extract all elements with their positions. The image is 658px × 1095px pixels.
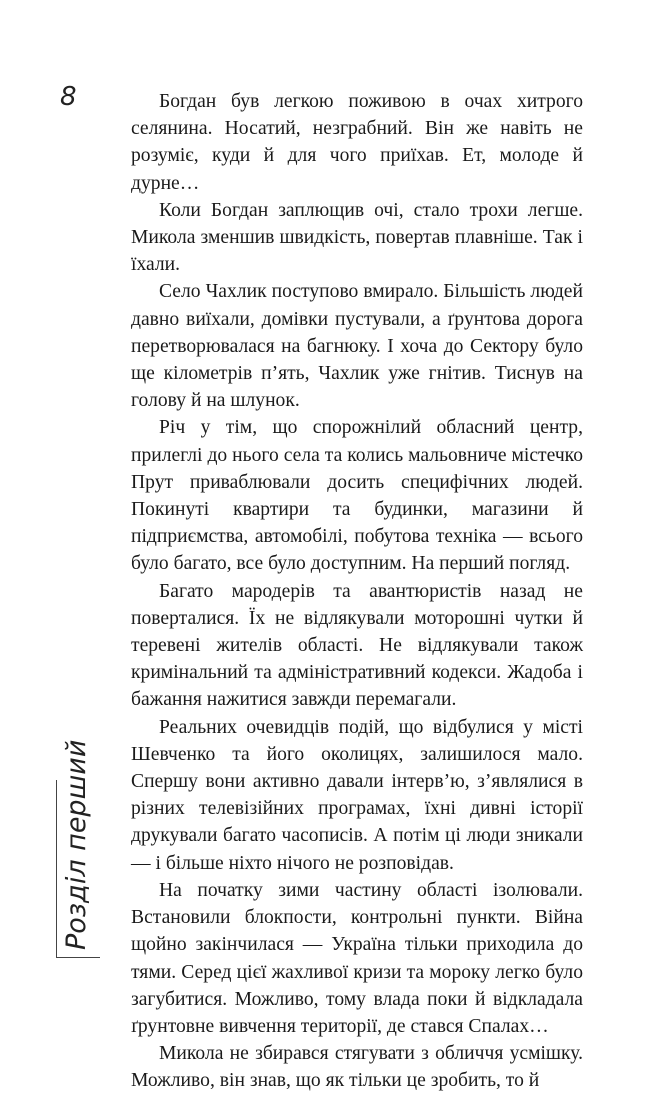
page-number: 8 [60, 82, 77, 112]
body-text [131, 88, 583, 1095]
paragraph: Коли Богдан заплющив очі, стало трохи легше. Микола зменшив швидкість, повертав плавніше. Так і їхали. [131, 199, 583, 276]
paragraph: Річ у тім, що спорожнілий обласний центр, прилеглі до нього села та колись мальовниче містечко Прут приваблювали досить специфічних людей. Покинуті квартири та будинки, магазини й підприємства, автомобілі, побутова техніка — всього було багато, все було доступним. На перший погляд. [131, 417, 583, 575]
chapter-marker-vertical-rule [56, 780, 57, 958]
chapter-marker [54, 739, 102, 960]
paragraph: Реальних очевидців подій, що відбулися у місті Шевченко та його околицях, залишилося мало. Спершу вони активно давали інтерв’ю, з’являлися в різних телевізійних програмах, їхні дивні історії друкували багато часописів. А потім ці люди зникали — і більше ніхто нічого не розповідав. [131, 716, 583, 874]
paragraph: Микола не збирався стягувати з обличчя усмішку. Можливо, він знав, що як тільки це зробить, то й [131, 1043, 583, 1092]
paragraph: Багато мародерів та авантюристів назад не поверталися. Їх не відлякували моторошні чутки й теревені жителів області. Не відлякували також кримінальний та адміністративний кодекси. Жадоба і бажання нажитися завжди перемагали. [131, 580, 583, 711]
paragraph: Богдан був легкою поживою в очах хитрого селянина. Носатий, незграбний. Він же навіть не розуміє, куди й для чого приїхав. Ет, молоде й дурне… [131, 91, 583, 194]
paragraph: Село Чахлик поступово вмирало. Більшість людей давно виїхали, домівки пустували, а ґрунтова дорога перетворювалася на багнюку. І хоча до Сектору було ще кілометрів п’ять, Чахлик уже гнітив. Тиснув на голову й на шлунок. [131, 281, 583, 412]
chapter-title: Розділ перший [61, 739, 92, 950]
paragraph: На початку зими частину області ізолювали. Встановили блокпости, контрольні пункти. Війна щойно закінчилася — Україна тільки приходила до тями. Серед цієї жахливої кризи та мороку легко було загубитися. Можливо, тому влада поки й відкладала ґрунтовне вивчення території, де стався Спалах… [131, 879, 583, 1037]
chapter-marker-horizontal-rule [56, 957, 100, 958]
